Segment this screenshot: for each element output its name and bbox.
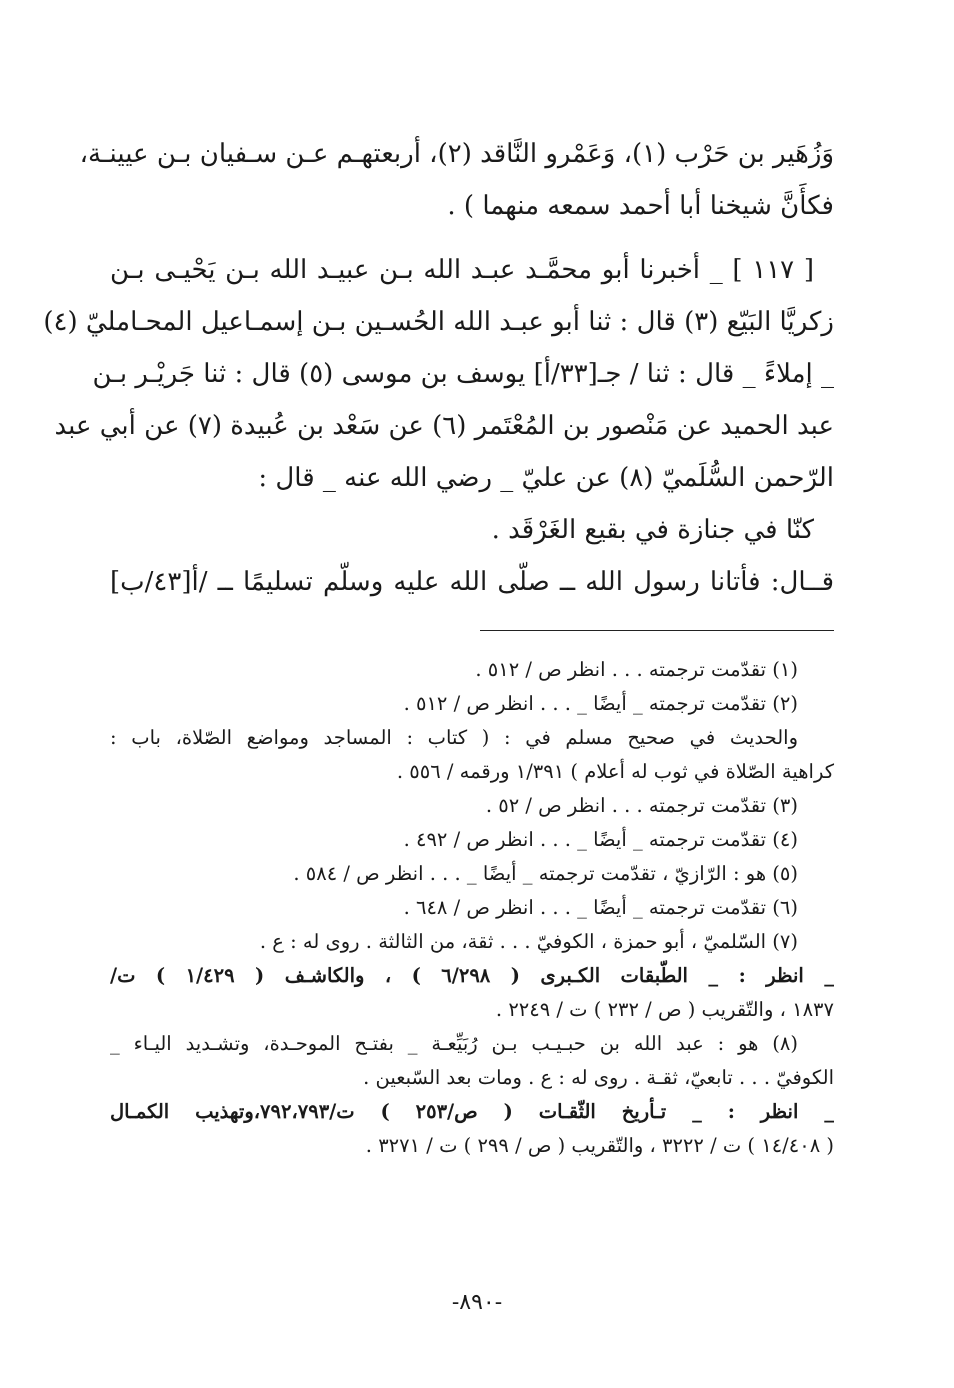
main-text-line-7: الرّحمن السُّلَميّ (٨) عن عليّ _ رضي الله عنه _ قال : xyxy=(258,463,834,493)
footnote-7-refs-line-1: _ انظر : _ الطّبقات الكـبرى ( ٦/٢٩٨ ) ، والكاشـف ( ١/٤٢٩ ) ت/ xyxy=(110,964,834,987)
footnote-1: (١) تقدّمت ترجمته . . . انظر ص / ٥١٢ . xyxy=(475,658,798,681)
footnote-4: (٤) تقدّمت ترجمته _ أيضًا _ . . . انظر ص / ٤٩٢ . xyxy=(403,828,798,851)
main-text-line-8: كنّا في جنازة في بقيع الغَرْقَد . xyxy=(491,515,814,545)
page-number: -٨٩٠- xyxy=(451,1290,503,1315)
footnote-2: (٢) تقدّمت ترجمته _ أيضًا _ . . . انظر ص / ٥١٢ . xyxy=(403,692,798,715)
footnote-8-refs-line-1: _ انظر : _ تـأريخ الثّقـات ( ص/٢٥٣ ) ت/٧٩٢،٧٩٣،وتهذيب الكمـال xyxy=(110,1100,834,1123)
footnote-divider xyxy=(480,630,834,631)
main-text-line-6: عبد الحميد عن مَنْصور بن المُعْتَمر (٦) عن سَعْد بن عُبيدة (٧) عن أبي عبد xyxy=(54,411,834,441)
main-text-line-3: [ ١١٧ ] _ أخبرنا أبو محمَّـد عبـد الله بـن عبيـد الله بـن يَحْيـى بـن xyxy=(110,255,814,285)
main-text-line-5: _ إملاءً _ قال : ثنا / جـ[٣٣/أ] يوسف بن موسى (٥) قال : ثنا جَريْـر بـن xyxy=(92,359,834,389)
main-text-line-4: زكريَّا البَيّع (٣) قال : ثنا أبو عبـد الله الحُسـين بـن إسمـاعيل المحـامليّ (٤) xyxy=(43,307,834,337)
footnote-7: (٧) السّلميّ ، أبو حمزة ، الكوفيّ . . . ثقة، من الثالثة . روى له : ع . xyxy=(259,930,798,953)
main-text-line-2: فكأَنَّ شيخنا أبا أحمد سمعه منهما ) . xyxy=(447,191,834,221)
footnote-6: (٦) تقدّمت ترجمته _ أيضًا _ . . . انظر ص / ٦٤٨ . xyxy=(403,896,798,919)
footnote-8: (٨) هو : عبد الله بن حبـيـب بـن رُبَيِّعـة _ بفتـح الموحـدة، وتشـديد اليـاء _ xyxy=(110,1032,798,1055)
main-text-line-9: قــال: فأتانا رسول الله ــ صلّى الله عليه وسلّم تسليمًا ــ /أ[٤٣/ب] xyxy=(110,567,834,597)
footnote-3: (٣) تقدّمت ترجمته . . . انظر ص / ٥٢ . xyxy=(485,794,798,817)
page-body xyxy=(43,128,834,1163)
footnote-2-hadith-line-2: كراهية الصّلاة في ثوب له أعلام ) ١/٣٩١ ورقمه / ٥٥٦ . xyxy=(396,760,834,783)
main-text-line-1: وَزُهَير بن حَرْب (١)، وَعَمْرو النَّاقد (٢)، أربعتهـم عـن سـفيان بـن عيينـة، xyxy=(79,139,834,169)
footnote-5: (٥) هو : الرّازيّ ، تقدّمت ترجمته _ أيضًا _ . . . انظر ص / ٥٨٤ . xyxy=(293,862,798,885)
footnote-8-line-2: الكوفيّ . . . تابعيّ، ثقـة . روى له : ع . ومات بعد السّبعين . xyxy=(363,1066,834,1089)
footnote-8-refs-line-2: ( ١٤/٤٠٨ ) ت / ٣٢٢٢ ، والتّقريب ( ص / ٢٩٩ ) ت / ٣٢٧١ . xyxy=(365,1134,834,1157)
footnote-2-hadith-line-1: والحديث في صحيح مسلم في : ( كتاب : المساجد ومواضع الصّلاة، باب : xyxy=(110,726,798,749)
paragraph-gap xyxy=(110,232,834,244)
footnote-7-refs-line-2: ١٨٣٧ ، والتّقريب ( ص / ٢٣٢ ) ت / ٢٢٤٩ . xyxy=(495,998,834,1021)
